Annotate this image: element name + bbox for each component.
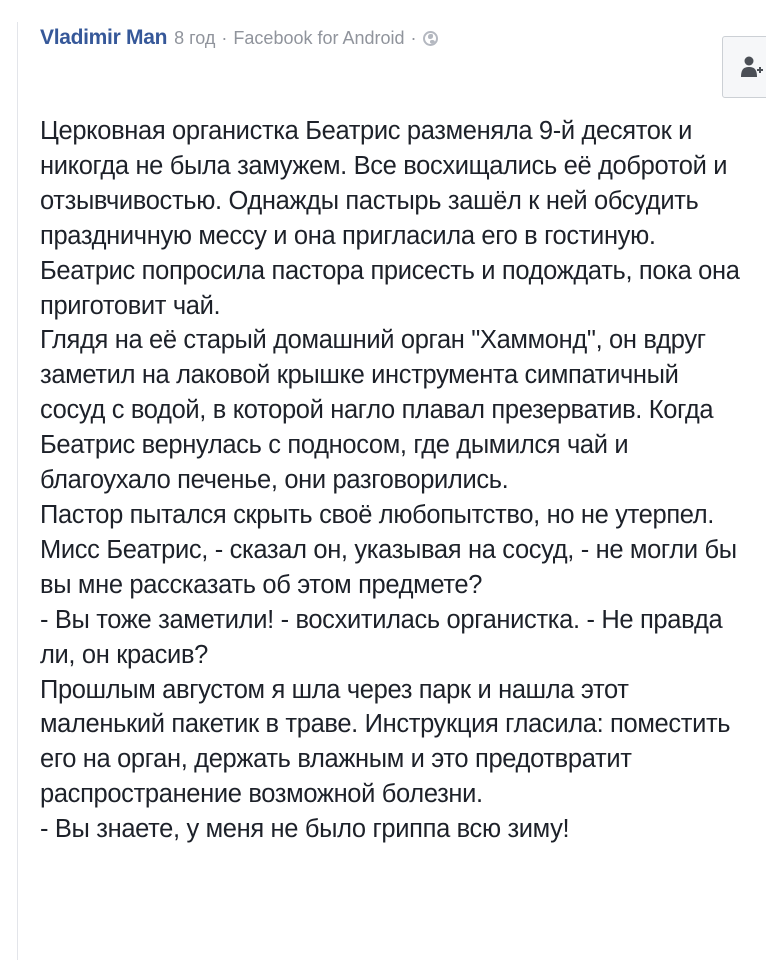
add-friend-button[interactable] bbox=[722, 36, 766, 98]
globe-icon bbox=[423, 31, 438, 46]
comment-paragraph: - Вы знаете, у меня не было гриппа всю зиму! bbox=[40, 815, 570, 844]
author-name[interactable]: Vladimir Man bbox=[40, 26, 168, 49]
comment-time[interactable]: 8 год bbox=[174, 28, 216, 48]
comment-meta bbox=[174, 28, 437, 49]
meta-separator: · bbox=[410, 28, 417, 48]
comment-text bbox=[40, 114, 740, 847]
meta-separator: · bbox=[221, 28, 228, 48]
thread-line bbox=[17, 22, 18, 960]
comment-paragraph: Прошлым августом я шла через парк и нашла этот маленький пакетик в траве. Инструкция гласила: поместить его на орган, держать влажным и это предотвратит распространение возможной болезни. bbox=[40, 675, 731, 809]
comment-paragraph: Глядя на её старый домашний орган "Хаммонд", он вдруг заметил на лаковой крышке инструмента симпатичный сосуд с водой, в которой нагло плавал презерватив. Когда Беатрис вернулась с подносом, где дымился чай и благоухало печенье, они разговорились. bbox=[40, 326, 714, 495]
comment-paragraph: - Вы тоже заметили! - восхитилась органистка. - Не правда ли, он красив? bbox=[40, 605, 723, 669]
comment-source: Facebook for Android bbox=[233, 28, 405, 48]
comment-header bbox=[40, 26, 740, 58]
comment bbox=[40, 26, 740, 847]
comment-paragraph: Пастор пытался скрыть своё любопытство, но не утерпел. Мисс Беатрис, - сказал он, указывая на сосуд, - не могли бы вы мне рассказать об этом предмете? bbox=[40, 500, 737, 599]
comment-paragraph: Церковная органистка Беатрис разменяла 9-й десяток и никогда не была замужем. Все восхищались её добротой и отзывчивостью. Однажды пастырь зашёл к ней обсудить праздничную мессу и она пригласила его в гостиную. Беатрис попросила пастора присесть и подождать, пока она приготовит чай. bbox=[40, 117, 740, 320]
add-friend-icon bbox=[741, 55, 763, 79]
